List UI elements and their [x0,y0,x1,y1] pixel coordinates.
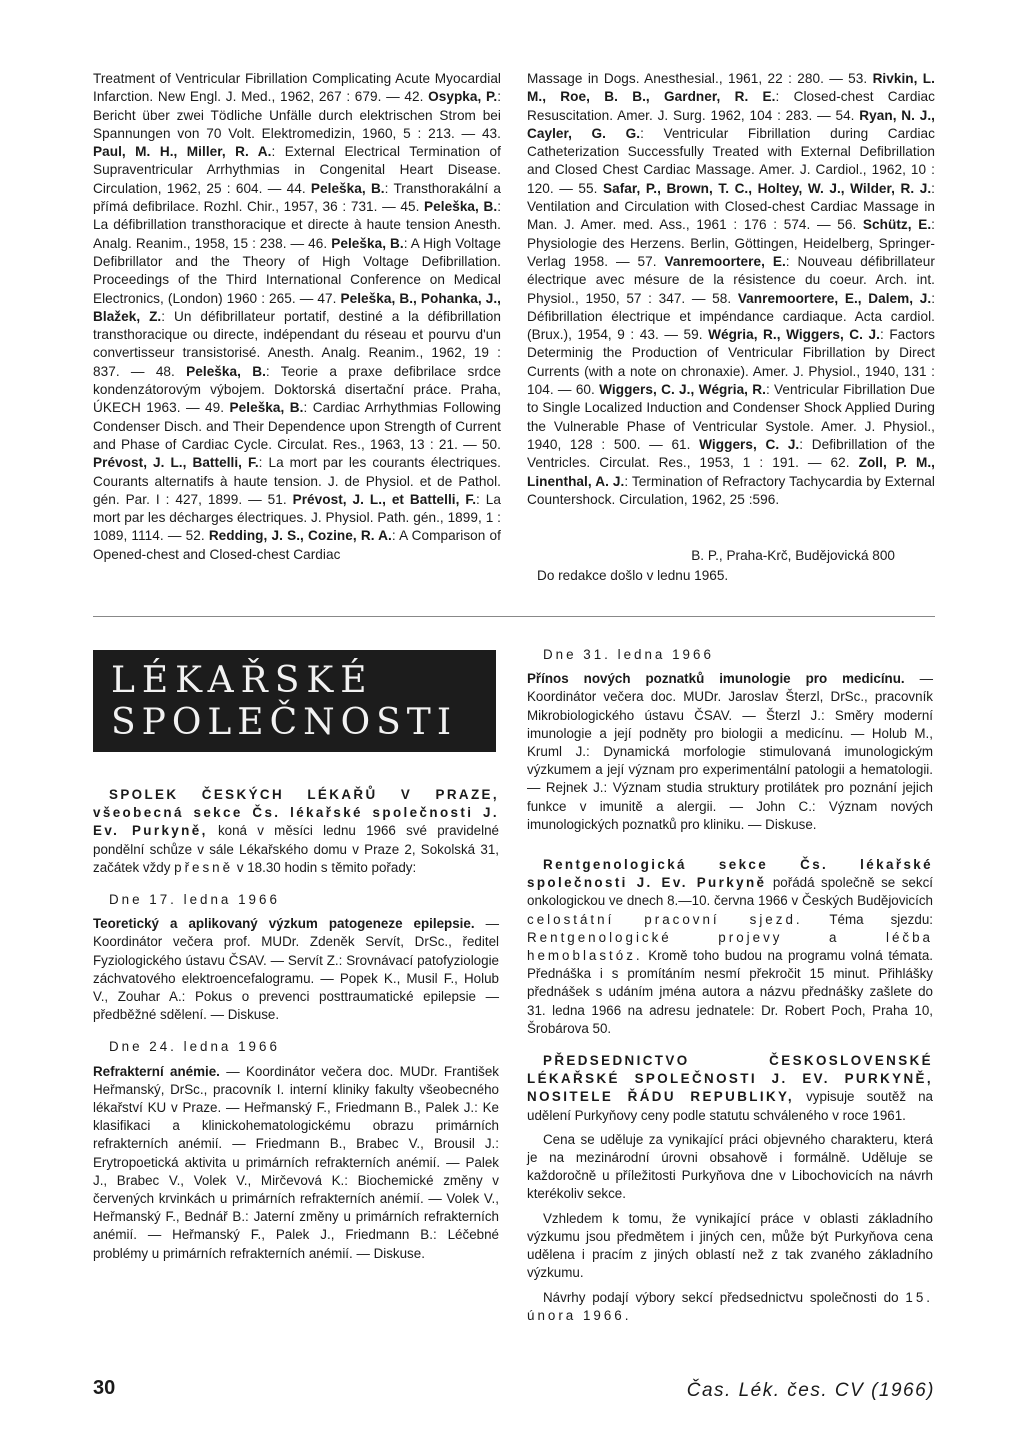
reference-text: : Closed-chest Cardiac Resuscitation. Amer. J. Surg. 1962, 104 : 283. — 54. [527,89,935,123]
reference-author: Prévost, J. L., et Battelli, F. [292,491,477,507]
reference-text: : La mort par les décharges électriques. J. Physiol. Path. gén., 1899, 1 : 1089, 1114. — 52. [93,491,502,544]
reference-author: Peleška, B. [424,199,498,215]
reference-text: : Ventricular Fibrillation Due to Single Localized Induction and Condenser Shock Applied During the Vulnerable Phase of Ventricular Systole. Amer. J. Physiol., 1940, 128 : 500. — 61. [527,382,935,452]
reference-author: Osypka, P. [428,89,498,105]
section-banner [93,650,496,752]
session-title: Teoretický a aplikovaný výzkum patogeneze epilepsie. [93,916,475,932]
reference-text: : Transthorakální a přímá defibrilace. Rozhl. Chir., 1957, 36 : 731. — 45. [93,180,501,215]
reference-author: Schütz, E. [862,217,932,233]
society-left-column [93,786,499,1263]
reference-author: Redding, J. S., Cozine, R. A. [208,528,392,544]
reference-text: : Nouveau défibrillateur électrique avec mésure de la résistence du coeur. Arch. int. Physiol., 1950, 57 : 347. — 58. [527,253,935,306]
reference-author: Paul, M. H., Miller, R. A. [93,144,272,160]
session-text: — Koordinátor večera doc. MUDr. Jaroslav Šterzl, DrSc., pracovník Mikrobiologického ústavu ČSAV. — Šterzl J.: Směry moderní imunologie a její podněty pro biologii a medicínu. — Holub M., Kruml J.: Dynamická morfologie stimulovaná imunologickým výzkumem a její význam pro experimentální patologii a hematologii. — Rejnek J.: Význam studia struktury protilátek pro poznání jejich funkce v imunitě a alergii. — John C.: Význam nových imunologických poznatků pro kliniku. — Diskuse. [527,671,933,832]
reference-text: : Bericht über zwei Tödliche Unfälle durch elektrischen Strom bei Spannungen von 70 Volt. Elektromedizin, 1960, 5 : 213. — 43. [93,89,502,141]
reference-author: Wiggers, C. J., Wégria, R. [599,382,766,398]
radiology-emphasis-2: Rentgenologické projevy a léčba hemoblastóz. [527,929,933,964]
radiology-announcement [527,856,933,1038]
radiology-heading: Rentgenologická sekce Čs. lékařské společnosti J. Ev. Purkyně [527,857,933,891]
reference-text: : Un défibrillateur portatif, destiné a la défibrillation transthoracique ou directe, indépendant du réseau et pourvu d'un convertisseur transistorisé. Anesth. Analg. Reanim., 1962, 19 : 837. — 48. [93,308,501,379]
page-number: 30 [93,1377,116,1399]
presidium-heading: PŘEDSEDNICTVO ČESKOSLOVENSKÉ LÉKAŘSKÉ SPOLEČNOSTI J. EV. PURKYNĚ, NOSITELE ŘÁDU REPUBLIKY, [527,1053,933,1105]
session-1 [93,891,499,1024]
section-divider [93,616,935,617]
presidium-paragraph-2: Vzhledem k tomu, že vynikající práce v oblasti základního výzkumu jsou předmětem i jiných cen, může být Purkyňova cena udělena i pracím z jiných oblastí než z tak zvaného základního výzkumu. [527,1210,933,1281]
reference-text: : A High Voltage Defibrillator and the Theory of High Voltage Defibrillation. Proceedings of the Third International Conference on Medical Electronics, (London) 1960 : 265. — 47. [93,235,502,306]
reference-author: Vanremoortere, E. [664,253,786,269]
presidium-deadline-date: 15. února 1966. [527,1289,933,1323]
session-title: Přínos nových poznatků imunologie pro medicínu. [527,671,905,687]
society-intro-emphasis: přesně [174,859,234,875]
radiology-text-1: pořádá společně se sekcí onkologickou ve dnech 8.—10. června 1966 v Českých Budějovicích [527,875,933,909]
reference-text: : Défibrillation électrique et impéndance cardiaque. Acta cardiol. (Brux.), 1954, 9 : 43. — 59. [527,290,936,343]
reference-author: Safar, P., Brown, T. C., Holtey, W. J., Wilder, R. J. [603,180,932,196]
reference-author: Prévost, J. L., Battelli, F. [93,455,259,471]
session-date: Dne 17. ledna 1966 [109,892,280,908]
reference-text: : La défibrillation transthoracique et directe à haute tension Anesth. Analg. Reanim., 1958, 15 : 238. — 46. [93,199,502,251]
presidium-intro: vypisuje soutěž na udělení Purkyňovy ceny podle statutu schváleného v roce 1961. [527,1089,934,1123]
reference-author: Peleška, B., Pohanka, J., Blažek, Z. [93,290,502,324]
society-name: SPOLEK ČESKÝCH LÉKAŘŮ V PRAZE, [109,787,499,802]
references-left-column [93,70,501,564]
reference-text: : Cardiac Arrhythmias Following Condenser Disch. and Their Dependence upon Strength of Current and Phase of Cardiac Cycle. Circulat. Res., 1963, 13 : 21. — 50. [93,400,501,452]
radiology-emphasis-1: celostátní pracovní sjezd. [527,911,803,927]
reference-text: : External Electrical Termination of Supraventricular Arrhythmias in Congenital Heart Disease. Circulation, 1962, 25 : 604. — 44. [93,144,501,196]
reference-text: : Termination of Refractory Tachycardia by External Countershock. Circulation, 1962, 25 :596. [527,473,935,507]
session-date: Dne 31. ledna 1966 [543,647,714,662]
reference-author: Peleška, B. [310,180,385,196]
society-intro-text-b: v 18.30 hodin s těmito pořady: [233,859,417,875]
references-right-column [527,70,935,509]
reference-text: : Defibrillation of the Ventricles. Circulat. Res., 1953, 1 : 191. — 62. [527,436,936,471]
reference-author: Peleška, B. [331,235,404,251]
banner-line-2: SPOLEČNOSTI [111,702,458,743]
session-3 [527,646,933,834]
reference-author: Ryan, N. J., Cayler, G. G. [527,107,935,141]
reference-text: Massage in Dogs. Anesthesial., 1961, 22 : 280. — 53. [527,71,873,86]
reference-text: Treatment of Ventricular Fibrillation Complicating Acute Myocardial Infarction. New Engl. J. Med., 1962, 267 : 679. — 42. [93,71,501,105]
reference-text: : Factors Determinig the Production of Ventricular Fibrillation by Direct Currents (with a note on chronaxie). Amer. J. Physiol., 1940, 131 : 104. — 60. [527,327,935,398]
society-section: všeobecná sekce Čs. lékařské společnosti J. Ev. Purkyně, [93,805,499,839]
banner-line-1: LÉKAŘSKÉ [111,660,374,701]
session-text: — Koordinátor večera doc. MUDr. František Heřmanský, DrSc., pracovník I. interní kliniky fakulty všeobecného lékařství KU v Praze. — Heřmanský F., Friedmann B., Palek J.: Ke klasifikaci a klinickohematologickému obrazu primárních refrakterních anémií. — Friedmann B., Brabec V., Brousil J.: Erytropoetická aktivita u primárních refrakterních anémií. — Palek J., Brabec V., Volek V., Mirčevová K.: Biochemické změny v červených krvinkách u primárních refrakterních anémií. — Volek V., Heřmanský F., Bednář B.: Jaterní změny u primárních refrakterních anémií. — Heřmanský F., Palek J., Friedmann B.: Léčebné problémy u primárních refrakterních anémií. — Diskuse. [93,1063,499,1261]
presidium-announcement [527,1052,933,1325]
society-intro-text-a: koná v měsíci lednu 1966 své pravidelné pondělní schůze v sále Lékařského domu v Praze 2, Sokolská 31, začátek vždy [93,823,499,875]
author-signature: B. P., Praha-Krč, Budějovická 800 [691,548,895,563]
reference-author: Rivkin, L. M., Roe, B. B., Gardner, R. E. [527,71,935,105]
reference-text: : A Comparison of Opened-chest and Closed-chest Cardiac [93,528,501,562]
reference-author: Vanremoortere, E., Dalem, J. [737,290,932,306]
reference-author: Zoll, P. M., Linenthal, A. J. [527,455,935,489]
society-right-column [527,646,933,1325]
society-intro [93,786,499,877]
reference-text: : Ventricular Fibrillation during Cardiac Catheterization Successfully Treated with External Defibrillation and Closed Chest Cardiac Massage. Amer. J. Cardiol., 1962, 10 : 120. — 55. [527,125,935,196]
radiology-text-2: Téma sjezdu: [802,911,933,927]
reference-author: Wégria, R., Wiggers, C. J. [708,327,880,343]
received-note: Do redakce došlo v lednu 1965. [537,568,729,583]
reference-text: : La mort par les courants électriques. Courants alternatifs à haute tension. J. de Physiol. et de Pathol. gén. Par. I : 427, 1899. — 51. [93,455,501,507]
reference-author: Peleška, B. [229,400,304,416]
journal-citation: Čas. Lék. čes. CV (1966) [686,1380,935,1401]
presidium-paragraph-1: Cena se uděluje za vynikající práci objevného charakteru, která je na mezinárodní úrovni obsahově i formálně. Uděluje se každoročně u příležitosti Purkyňova dne v Libochovicích na návrh kterékoliv sekce. [527,1131,933,1202]
session-title: Refrakterní anémie. [93,1063,220,1079]
presidium-deadline-text: Návrhy podají výbory sekcí předsednictvu společnosti do [543,1289,906,1305]
presidium-paragraph-3 [527,1289,933,1325]
session-2 [93,1038,499,1262]
session-date: Dne 24. ledna 1966 [109,1039,280,1055]
reference-text: : Teorie a praxe defibrilace srdce kondenzátorovým výbojem. Doktorská disertační práce. Praha, ÚKECH 1963. — 49. [93,363,501,416]
reference-author: Peleška, B. [186,363,266,379]
reference-text: : Ventilation and Circulation with Closed-chest Cardiac Massage in Man. J. Amer. med. Ass., 1961 : 176 : 574. — 56. [527,180,935,233]
radiology-text-3: Kromě toho budou na programu volná témata. Přednáška i s promítáním nesmí překročit 15 minut. Přihlášky přednášek s udáním jména autora a názvu přednášky zašlete do 31. ledna 1966 na adresu jednatele: Dr. Robert Poch, Praha 10, Šrobárova 50. [527,948,933,1036]
reference-text: : Physiologie des Herzens. Berlin, Göttingen, Heidelberg, Springer-Verlag 1958. — 57. [527,217,935,269]
reference-author: Wiggers, C. J. [699,436,800,452]
session-text: — Koordinátor večera prof. MUDr. Zdeněk Servít, DrSc., ředitel Fyziologického ústavu ČSAV. — Servít Z.: Srovnávací patofyziologie záchvatového elektroencefalogramu. — Popek K., Musil F., Holub V., Zouhar A.: Pokus o prevenci posttraumatické epilepsie — předběžné sdělení. — Diskuse. [93,916,499,1023]
